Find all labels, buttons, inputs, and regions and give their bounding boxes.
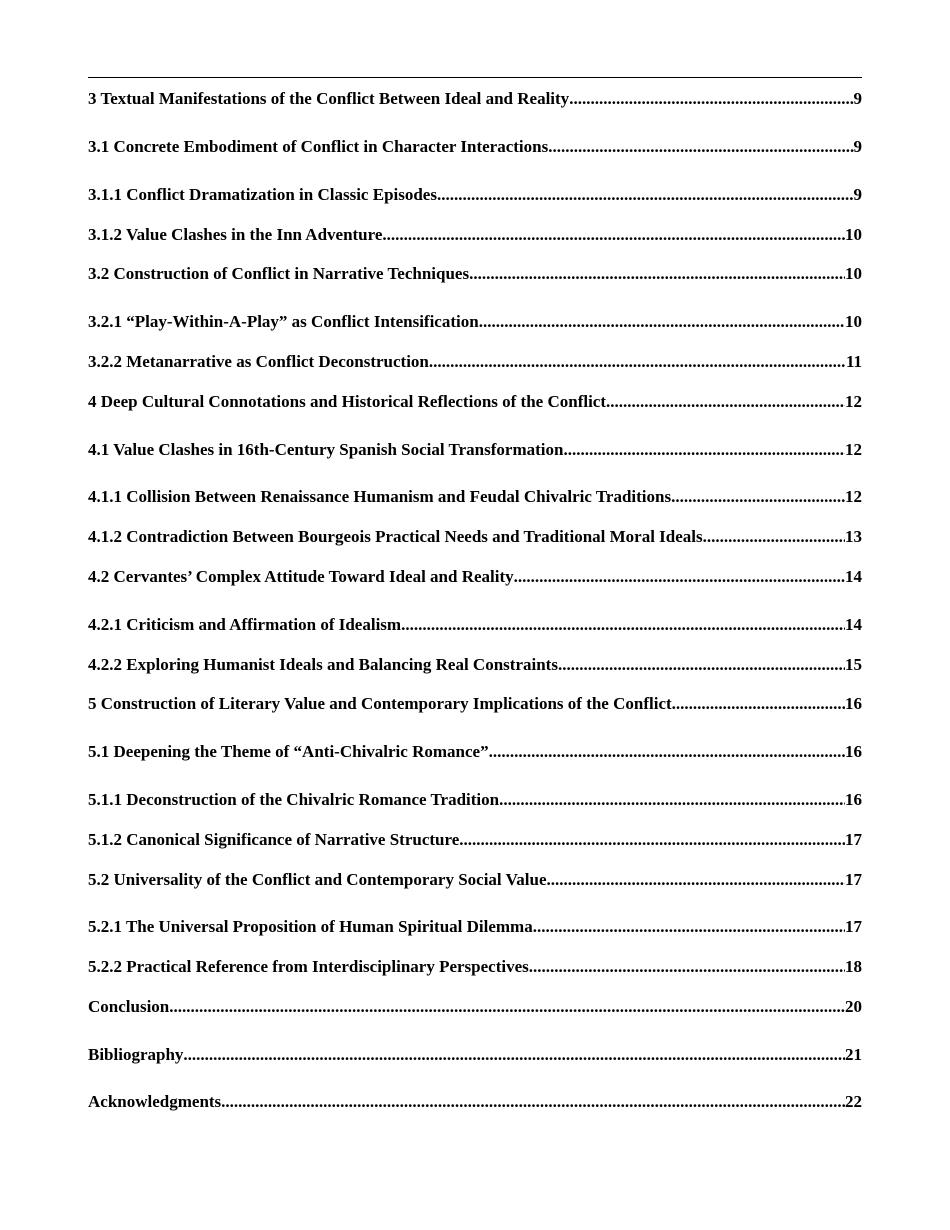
toc-entry[interactable] bbox=[88, 1045, 862, 1065]
toc-page-number: 11 bbox=[845, 352, 862, 371]
toc-entry-title: 3.2.2 Metanarrative as Conflict Deconstruction bbox=[88, 352, 429, 371]
toc-dot-leader bbox=[221, 1092, 845, 1112]
toc-entry-title: 5 Construction of Literary Value and Contemporary Implications of the Conflict bbox=[88, 694, 672, 713]
toc-entry[interactable] bbox=[88, 392, 862, 412]
toc-page-number: 12 bbox=[845, 487, 862, 506]
toc-entry-title: Conclusion bbox=[88, 997, 170, 1016]
toc-entry[interactable] bbox=[88, 655, 862, 675]
toc-entry-title: 5.1.1 Deconstruction of the Chivalric Romance Tradition bbox=[88, 790, 500, 809]
toc-page-number: 17 bbox=[845, 830, 862, 849]
toc-page-number: 10 bbox=[845, 312, 862, 331]
toc-page-number: 10 bbox=[845, 225, 862, 244]
toc-entry[interactable] bbox=[88, 137, 862, 157]
toc-entry-title: 5.1 Deepening the Theme of “Anti-Chivalric Romance” bbox=[88, 742, 489, 761]
toc-dot-leader bbox=[703, 527, 845, 547]
toc-dot-leader bbox=[499, 790, 845, 810]
toc-entry[interactable] bbox=[88, 225, 862, 245]
toc-entry-title: 5.1.2 Canonical Significance of Narrative Structure bbox=[88, 830, 460, 849]
toc-entry-title: 4.2 Cervantes’ Complex Attitude Toward Ideal and Reality bbox=[88, 567, 514, 586]
toc-entry[interactable] bbox=[88, 830, 862, 850]
toc-dot-leader bbox=[548, 137, 853, 157]
toc-entry[interactable] bbox=[88, 790, 862, 810]
toc-page-number: 12 bbox=[845, 440, 862, 459]
toc-page-number: 16 bbox=[845, 742, 862, 761]
toc-entry-title: 5.2.2 Practical Reference from Interdisciplinary Perspectives bbox=[88, 957, 529, 976]
toc-entry[interactable] bbox=[88, 264, 862, 284]
toc-entry[interactable] bbox=[88, 89, 862, 109]
toc-entry-title: 4.1.1 Collision Between Renaissance Humanism and Feudal Chivalric Traditions bbox=[88, 487, 672, 506]
toc-page-number: 9 bbox=[853, 185, 862, 204]
header-rule bbox=[88, 77, 862, 78]
toc-page-number: 10 bbox=[845, 264, 862, 283]
toc-entry-title: 4.1 Value Clashes in 16th-Century Spanish Social Transformation bbox=[88, 440, 564, 459]
toc-dot-leader bbox=[547, 870, 845, 890]
toc-page-number: 14 bbox=[845, 567, 862, 586]
toc-entry-title: 3 Textual Manifestations of the Conflict Between Ideal and Reality bbox=[88, 89, 570, 108]
toc-dot-leader bbox=[558, 655, 845, 675]
toc-entry[interactable] bbox=[88, 957, 862, 977]
toc-entry-title: 3.1.2 Value Clashes in the Inn Adventure bbox=[88, 225, 383, 244]
toc-dot-leader bbox=[469, 264, 845, 284]
toc-entry-title: 4.1.2 Contradiction Between Bourgeois Practical Needs and Traditional Moral Ideals bbox=[88, 527, 703, 546]
toc-entry-title: 3.1.1 Conflict Dramatization in Classic Episodes bbox=[88, 185, 437, 204]
toc-entry-title: 3.1 Concrete Embodiment of Conflict in Character Interactions bbox=[88, 137, 549, 156]
toc-page-number: 13 bbox=[845, 527, 862, 546]
toc-page-number: 9 bbox=[853, 89, 862, 108]
toc-page-number: 16 bbox=[845, 790, 862, 809]
toc-entry-title: Acknowledgments bbox=[88, 1092, 222, 1111]
toc-dot-leader bbox=[569, 89, 853, 109]
toc-page-number: 15 bbox=[845, 655, 862, 674]
toc-entry[interactable] bbox=[88, 352, 862, 372]
toc-entry[interactable] bbox=[88, 917, 862, 937]
toc-entry[interactable] bbox=[88, 487, 862, 507]
toc-dot-leader bbox=[382, 225, 845, 245]
toc-dot-leader bbox=[606, 392, 845, 412]
toc-dot-leader bbox=[183, 1045, 845, 1065]
toc-page-number: 16 bbox=[845, 694, 862, 713]
toc-dot-leader bbox=[429, 352, 846, 372]
toc-entry-title: 3.2.1 “Play-Within-A-Play” as Conflict Intensification bbox=[88, 312, 479, 331]
toc-entry[interactable] bbox=[88, 312, 862, 332]
toc-entry[interactable] bbox=[88, 870, 862, 890]
toc-entry[interactable] bbox=[88, 567, 862, 587]
toc-dot-leader bbox=[489, 742, 845, 762]
toc-page-number: 12 bbox=[845, 392, 862, 411]
toc-dot-leader bbox=[459, 830, 845, 850]
toc-entry[interactable] bbox=[88, 527, 862, 547]
toc-page-number: 18 bbox=[845, 957, 862, 976]
toc-entry[interactable] bbox=[88, 742, 862, 762]
toc-dot-leader bbox=[169, 997, 845, 1017]
toc-page-number: 17 bbox=[845, 870, 862, 889]
toc-entry[interactable] bbox=[88, 440, 862, 460]
toc-entry[interactable] bbox=[88, 615, 862, 635]
toc-page-number: 22 bbox=[845, 1092, 862, 1111]
toc-page-number: 20 bbox=[845, 997, 862, 1016]
toc-dot-leader bbox=[563, 440, 845, 460]
toc-entry-title: 4.2.1 Criticism and Affirmation of Idealism bbox=[88, 615, 402, 634]
toc-entry[interactable] bbox=[88, 185, 862, 205]
toc-entry[interactable] bbox=[88, 1092, 862, 1112]
toc-dot-leader bbox=[437, 185, 854, 205]
toc-dot-leader bbox=[401, 615, 845, 635]
toc-dot-leader bbox=[533, 917, 845, 937]
toc-entry[interactable] bbox=[88, 694, 862, 714]
toc-dot-leader bbox=[671, 487, 845, 507]
toc-entry-title: 5.2.1 The Universal Proposition of Human Spiritual Dilemma bbox=[88, 917, 533, 936]
toc-dot-leader bbox=[479, 312, 845, 332]
toc-entry-title: 4.2.2 Exploring Humanist Ideals and Balancing Real Constraints bbox=[88, 655, 558, 674]
toc-dot-leader bbox=[672, 694, 845, 714]
toc-dot-leader bbox=[529, 957, 845, 977]
toc-dot-leader bbox=[514, 567, 845, 587]
toc-page-number: 17 bbox=[845, 917, 862, 936]
toc-entry-title: 3.2 Construction of Conflict in Narrative Techniques bbox=[88, 264, 470, 283]
toc-entry[interactable] bbox=[88, 997, 862, 1017]
toc-entry-title: 4 Deep Cultural Connotations and Historical Reflections of the Conflict bbox=[88, 392, 607, 411]
toc-page-number: 21 bbox=[845, 1045, 862, 1064]
toc-entry-title: 5.2 Universality of the Conflict and Contemporary Social Value bbox=[88, 870, 547, 889]
toc-page-number: 14 bbox=[845, 615, 862, 634]
toc-page-number: 9 bbox=[853, 137, 862, 156]
toc-entry-title: Bibliography bbox=[88, 1045, 184, 1064]
